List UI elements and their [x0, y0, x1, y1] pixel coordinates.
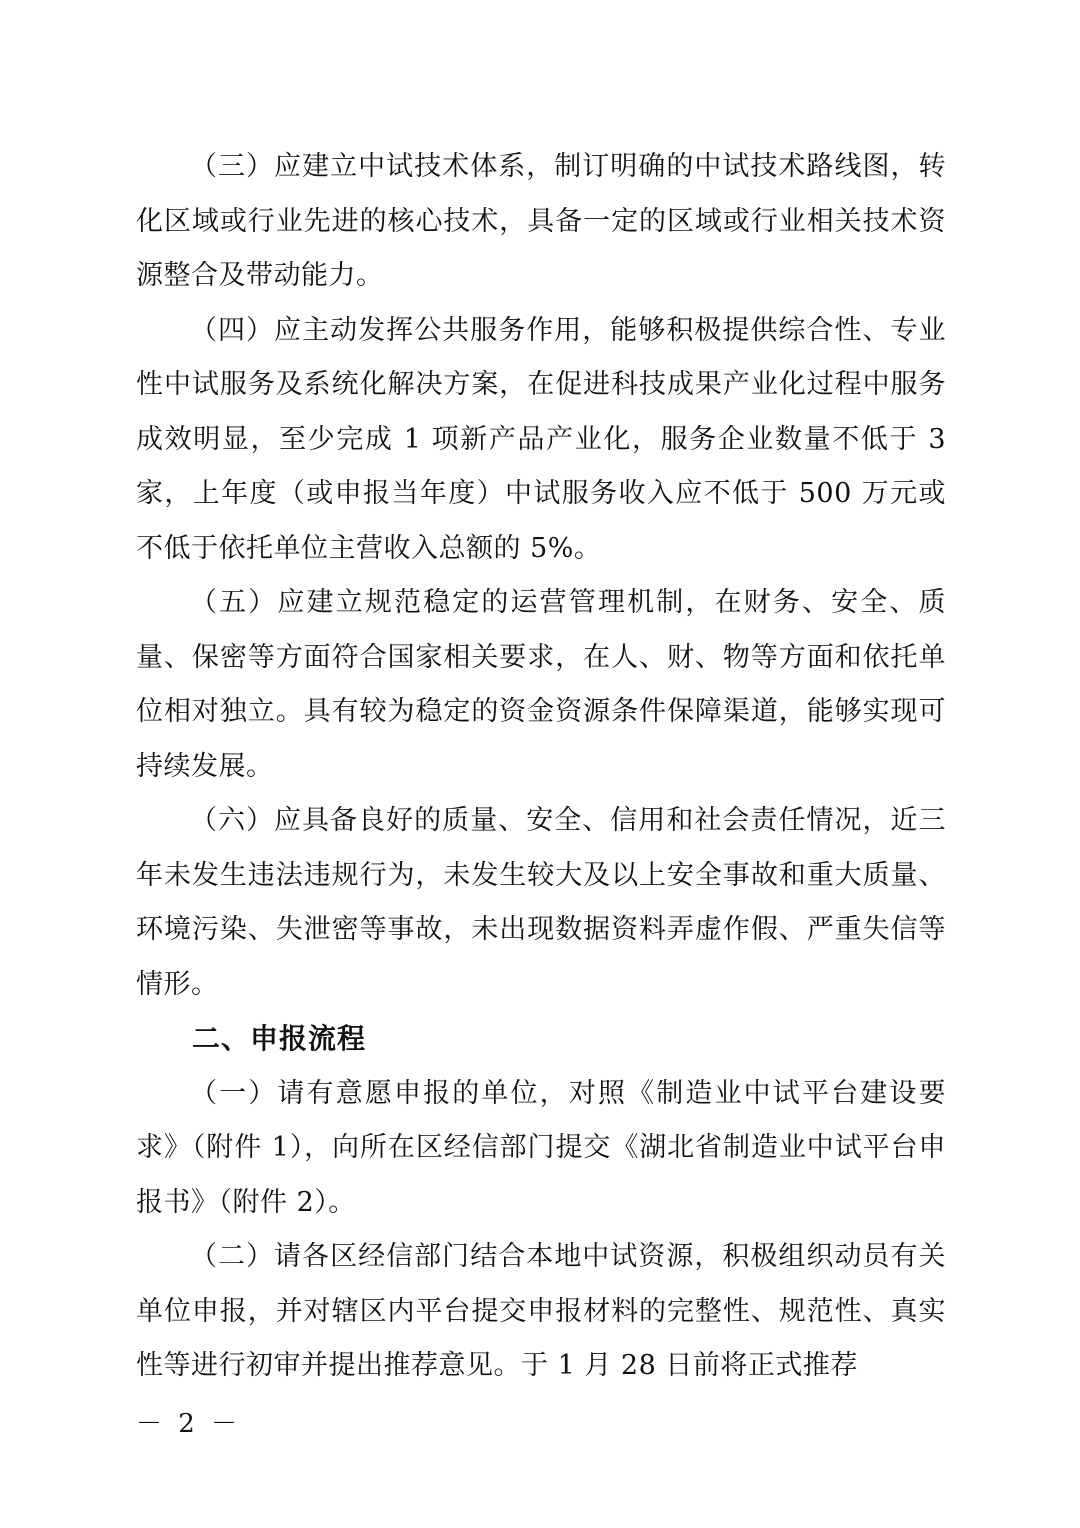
paragraph-4: （四）应主动发挥公共服务作用，能够积极提供综合性、专业性中试服务及系统化解决方案，在促进科技成果产业化过程中服务成效明显，至少完成 1 项新产品产业化，服务企业数量不低于 3 家，上年度（或申报当年度）中试服务收入应不低于 500 万元或不低于依托单位主营收入总额的 5%。: [136, 314, 946, 564]
paragraph-3: （三）应建立中试技术体系，制订明确的中试技术路线图，转化区域或行业先进的核心技术，具备一定的区域或行业相关技术资源整合及带动能力。: [136, 151, 946, 291]
paragraph-5: （五）应建立规范稳定的运营管理机制，在财务、安全、质量、保密等方面符合国家相关要求，在人、财、物等方面和依托单位相对独立。具有较为稳定的资金资源条件保障渠道，能够实现可持续发展。: [136, 587, 946, 782]
paragraph-6: （六）应具备良好的质量、安全、信用和社会责任情况，近三年未发生违法违规行为，未发生较大及以上安全事故和重大质量、环境污染、失泄密等事故，未出现数据资料弄虚作假、严重失信等情形。: [136, 805, 946, 1000]
section-paragraph-2: （二）请各区经信部门结合本地中试资源，积极组织动员有关单位申报，并对辖区内平台提交申报材料的完整性、规范性、真实性等进行初审并提出推荐意见。于 1 月 28 日前将正式推荐: [136, 1241, 946, 1381]
page-number: － 2 －: [136, 1409, 242, 1439]
document-body: [136, 140, 946, 1394]
section-heading: 二、申报流程: [192, 1022, 367, 1055]
section-paragraph-1: （一）请有意愿申报的单位，对照《制造业中试平台建设要求》（附件 1），向所在区经信部门提交《湖北省制造业中试平台申报书》（附件 2）。: [136, 1077, 946, 1218]
